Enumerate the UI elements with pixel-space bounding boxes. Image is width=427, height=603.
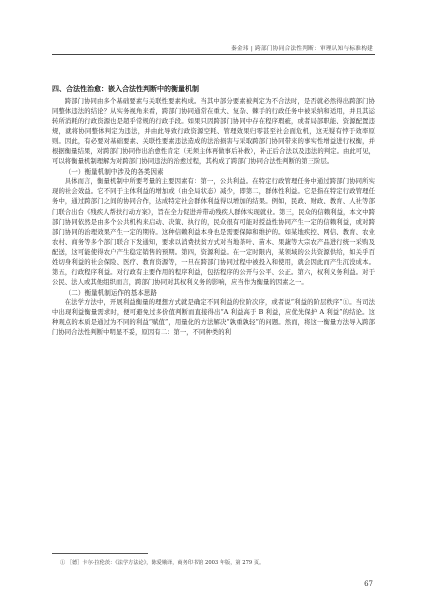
body-column bbox=[52, 84, 375, 338]
subsection-heading: （一）衡量机制中涉及的各类因素 bbox=[64, 168, 164, 177]
body-paragraph: 具体而言，衡量机制中所要考量的主要因素有：第一，公共利益。在特定行政管理任务中通过跨部门协同所实现的社会效益。它不同于主体利益的增加或（由全局状态）减少，即第二，群体性利益。它是指在特定行政管理任务中，通过跨部门之间的协同合作，达成特定社会群体利益得以增加的结果。例如，民政、财政、教育、人社等部门联合出台《残疾人帮扶行动方案》，旨在全力促进并带动残疾人群体实现就业。第三，民众的信赖利益，本文中跨部门协同依然是由多个公共机构来启动、决策、执行的，民众很有可能对授益性协同产生一定的信赖利益，或对跨部门协同的治理效果产生一定的期待。这种信赖利益本身也是需要保障和维护的。如某地疾控、网信、教育、农业农村、商务等多个部门联合下发通知，要求以消费扶贫方式对当地茶叶、苗木、果蔬等大宗农产品进行统一采购及配送，这可能使得农户产生稳定销售的预期。第四，资源利益。在一定时限内，某领域的公共资源供给，如关乎百姓切身利益的社会保险、医疗、教育资源等，一旦在跨部门协同过程中被投入和使用，就会因此而产生沉没成本。第五，行政程序利益。对行政有主要作用的程序利益，包括程序的公开与公平、公正。第六，权利义务利益。对于公民、法人或其他组织而言，跨部门协同对其权利义务的影响，应当作为衡量的因素之一。 bbox=[52, 178, 375, 286]
footnote-rule bbox=[52, 553, 148, 554]
footnote bbox=[60, 559, 264, 566]
section-heading: 四、合法性治愈：嵌入合法性判断中的衡量机制 bbox=[52, 85, 199, 93]
page-number: 67 bbox=[364, 580, 373, 588]
footnote-text: ［德］卡尔·拉伦茨：《法学方法论》，陈爱娥译，商务印书馆 2003 年版，第 279 页。 bbox=[66, 560, 265, 566]
footnote-marker: ① bbox=[60, 560, 66, 566]
running-header: 秦金玮 | 跨部门协同合法性判断：审理认知与标准构建 bbox=[231, 46, 373, 52]
body-paragraph: 在法学方法中，开展利益衡量的理想方式就是确定不同利益的位阶次序，或者说“利益的阶层秩序”①。当司法中出现利益衡量需求时，便可避免过多价值判断而直接得出“A 利益高于 B 利益，应优先保护 A 利益”的结论。这种观点的本质是通过为不同的利益“赋值”，用量化的方法解决“孰重孰轻”的问题。然而，将这一衡量方法导入跨部门协同合法性判断中明显不妥，原因有二：第一，不同种类的利 bbox=[52, 298, 375, 337]
body-paragraph: 跨部门协同由多个基础要素与关联性要素构成。当其中部分要素被判定为不合法时，是否就必然得出跨部门协同整体违法的结论？从实务视角来看，跨部门协同通常在重大、复杂、棘手的行政任务中被采纳和适用，并且其运转所消耗的行政资源也是超乎常规的行政手段。如果只因跨部门协同中存在程序瑕疵，或者局部职能、资源配置违规，就将协同整体判定为违法，并由此导致行政资源空耗、管理效果归零甚至社会面危机，这无疑有悖于效率原则。因此，有必要对基础要素、关联性要素违法造成的法治损害与采取跨部门协同带来的事实性增益进行权衡，并根据衡量结果，对跨部门协同作出治愈性肯定（无须主体再做事后补救），补正后合法以及违法的判定。由此可见，可以将衡量机制理解为对跨部门协同违法的治愈过程，其构成了跨部门协同合法性判断的第三阶层。 bbox=[52, 98, 375, 166]
header-rule bbox=[52, 54, 375, 55]
subsection-heading: （二）衡量机制运作的基本思路 bbox=[64, 288, 157, 297]
